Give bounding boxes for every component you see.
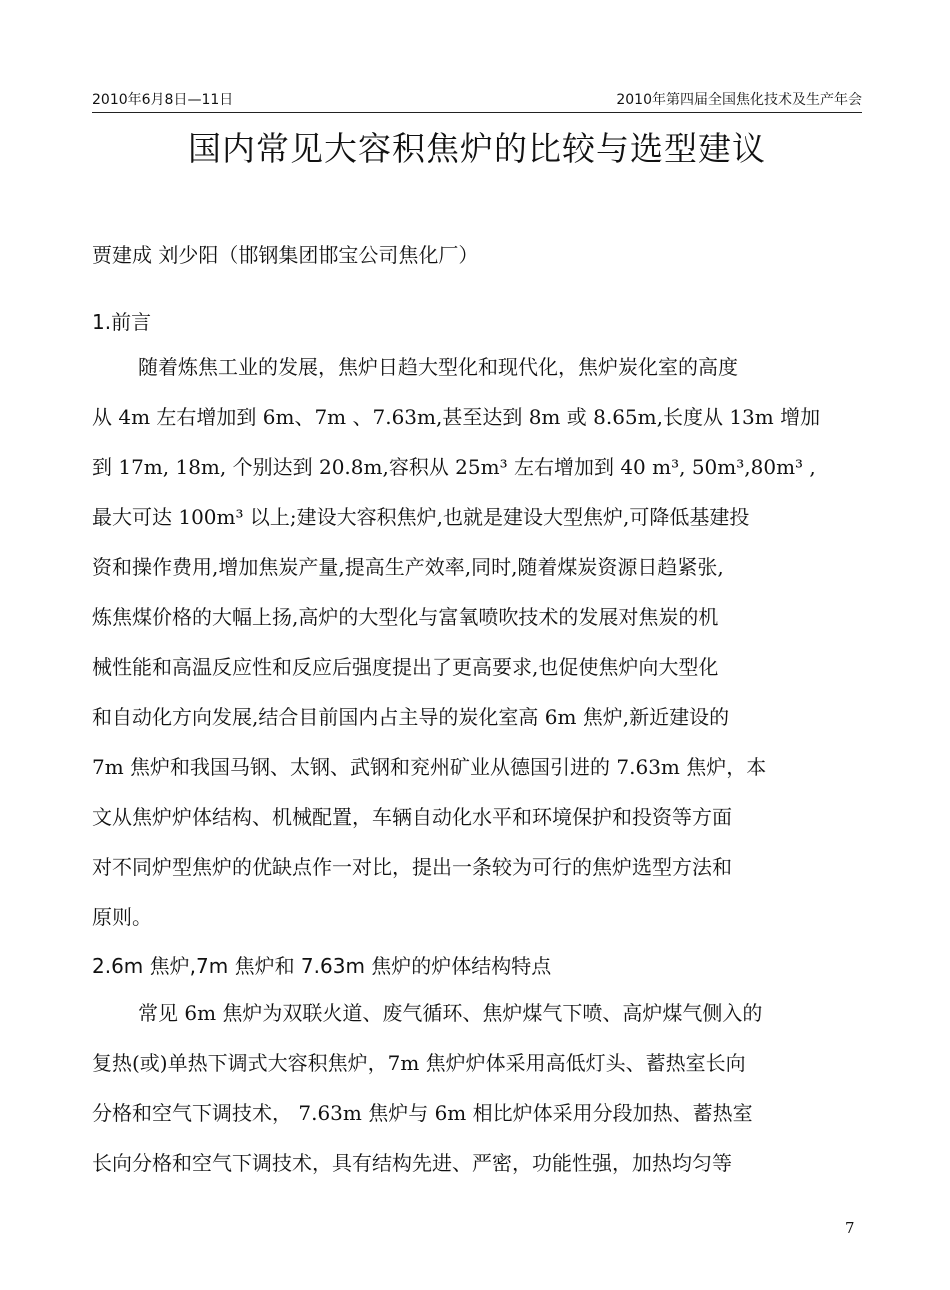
body-line: 炼焦煤价格的大幅上扬,高炉的大型化与富氧喷吹技术的发展对焦炭的机 (92, 605, 719, 629)
body-line: 分格和空气下调技术， 7.63m 焦炉与 6m 相比炉体采用分段加热、蓄热室 (92, 1101, 753, 1125)
header-conference: 2010年第四届全国焦化技术及生产年会 (616, 92, 862, 108)
body-line: 到 17m, 18m, 个别达到 20.8m,容积从 25m³ 左右增加到 40 m³, 50m³,80m³ , (92, 455, 816, 479)
body-line: 文从焦炉炉体结构、机械配置，车辆自动化水平和环境保护和投资等方面 (92, 805, 732, 829)
body-line: 常见 6m 焦炉为双联火道、废气循环、焦炉煤气下喷、高炉煤气侧入的 (138, 1001, 763, 1025)
page-number: 7 (845, 1219, 855, 1237)
authors-line: 贾建成 刘少阳（邯钢集团邯宝公司焦化厂） (92, 243, 479, 267)
body-line: 7m 焦炉和我国马钢、太钢、武钢和兖州矿业从德国引进的 7.63m 焦炉，本 (92, 755, 767, 779)
body-line: 从 4m 左右增加到 6m、7m 、7.63m,甚至达到 8m 或 8.65m,长度从 13m 增加 (92, 405, 821, 429)
body-line: 随着炼焦工业的发展，焦炉日趋大型化和现代化，焦炉炭化室的高度 (138, 355, 738, 379)
section-2-heading: 2.6m 焦炉,7m 焦炉和 7.63m 焦炉的炉体结构特点 (92, 954, 552, 978)
paper-title: 国内常见大容积焦炉的比较与选型建议 (188, 129, 766, 168)
body-line: 原则。 (92, 905, 152, 929)
body-line: 最大可达 100m³ 以上;建设大容积焦炉,也就是建设大型焦炉,可降低基建投 (92, 505, 750, 529)
body-line: 复热(或)单热下调式大容积焦炉，7m 焦炉炉体采用高低灯头、蓄热室长向 (92, 1051, 746, 1075)
body-line: 对不同炉型焦炉的优缺点作一对比，提出一条较为可行的焦炉选型方法和 (92, 855, 732, 879)
body-line: 械性能和高温反应性和反应后强度提出了更高要求,也促使焦炉向大型化 (92, 655, 719, 679)
body-line: 长向分格和空气下调技术，具有结构先进、严密，功能性强，加热均匀等 (92, 1151, 732, 1175)
header-date: 2010年6月8日—11日 (92, 92, 234, 108)
body-line: 和自动化方向发展,结合目前国内占主导的炭化室高 6m 焦炉,新近建设的 (92, 705, 730, 729)
body-line: 资和操作费用,增加焦炭产量,提高生产效率,同时,随着煤炭资源日趋紧张, (92, 555, 724, 579)
section-1-heading: 1.前言 (92, 310, 152, 334)
running-header (92, 90, 862, 113)
